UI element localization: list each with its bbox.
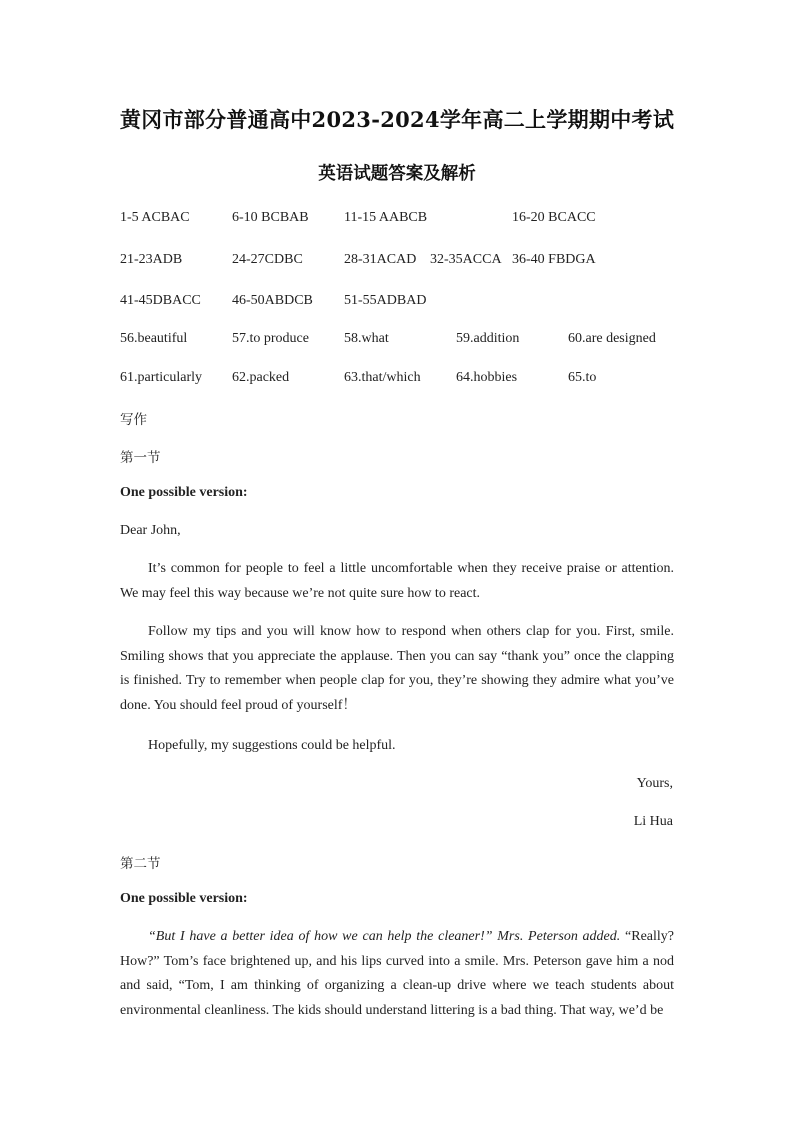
- answer-item: 46-50ABDCB: [232, 293, 313, 308]
- letter-signature: Li Hua: [633, 814, 673, 829]
- answer-item: 58.what: [344, 331, 389, 346]
- answer-item: 36-40 FBDGA: [512, 252, 596, 267]
- answer-item: 21-23ADB: [120, 252, 183, 267]
- letter-greeting: Dear John,: [120, 523, 181, 538]
- answer-item: 6-10 BCBAB: [232, 210, 309, 225]
- section1-heading: 第一节: [120, 450, 161, 466]
- letter-closing: Yours,: [636, 776, 673, 791]
- answer-item: 61.particularly: [120, 370, 203, 385]
- document-title: 黄冈市部分普通高中2023-2024学年高二上学期期中考试: [119, 107, 675, 132]
- answer-item: 11-15 AABCB: [344, 210, 428, 225]
- letter-paragraph-3: Hopefully, my suggestions could be helpful.: [148, 738, 396, 753]
- answer-item: 32-35ACCA: [430, 252, 502, 267]
- answer-item: 16-20 BCACC: [512, 210, 596, 225]
- story-paragraph: [120, 925, 674, 1023]
- answer-item: 1-5 ACBAC: [120, 210, 190, 225]
- document-subtitle: 英语试题答案及解析: [318, 164, 476, 184]
- answer-item: 24-27CDBC: [232, 252, 303, 267]
- section1-version-label: One possible version:: [120, 485, 248, 500]
- answer-item: 28-31ACAD: [344, 252, 417, 267]
- story-opening-italic: “But I have a better idea of how we can help the cleaner!” Mrs. Peterson added.: [148, 929, 621, 944]
- answer-item: 63.that/which: [344, 370, 421, 385]
- section2-heading: 第二节: [120, 856, 161, 872]
- answer-item: 41-45DBACC: [120, 293, 201, 308]
- answer-item: 57.to produce: [232, 331, 309, 346]
- answer-item: 59.addition: [456, 331, 520, 346]
- section2-version-label: One possible version:: [120, 891, 248, 906]
- letter-paragraph-2: Follow my tips and you will know how to respond when others clap for you. First, smile. Smiling shows that you appreciate the applause. Then you can say “thank you” once the clapping is finished. Try to remember when people clap for you, they’re showing they admire what you’ve done. You should feel proud of yourself！: [120, 624, 674, 713]
- answer-item: 51-55ADBAD: [344, 293, 427, 308]
- writing-heading: 写作: [120, 412, 147, 428]
- answer-item: 62.packed: [232, 370, 290, 385]
- letter-paragraph-1: It’s common for people to feel a little uncomfortable when they receive praise or attention. We may feel this way because we’re not quite sure how to react.: [120, 561, 674, 601]
- answer-item: 56.beautiful: [120, 331, 188, 346]
- answer-item: 64.hobbies: [456, 370, 518, 385]
- answer-item: 65.to: [568, 370, 597, 385]
- story-continuation: “Really? How?” Tom’s face brightened up, and his lips curved into a smile. Mrs. Peterson gave him a nod and said, “Tom, I am thinking of organizing a clean-up drive where we teach students about environmental cleanliness. The kids should understand littering is a bad thing. That way, we’d be: [120, 929, 674, 1018]
- answer-item: 60.are designed: [568, 331, 656, 346]
